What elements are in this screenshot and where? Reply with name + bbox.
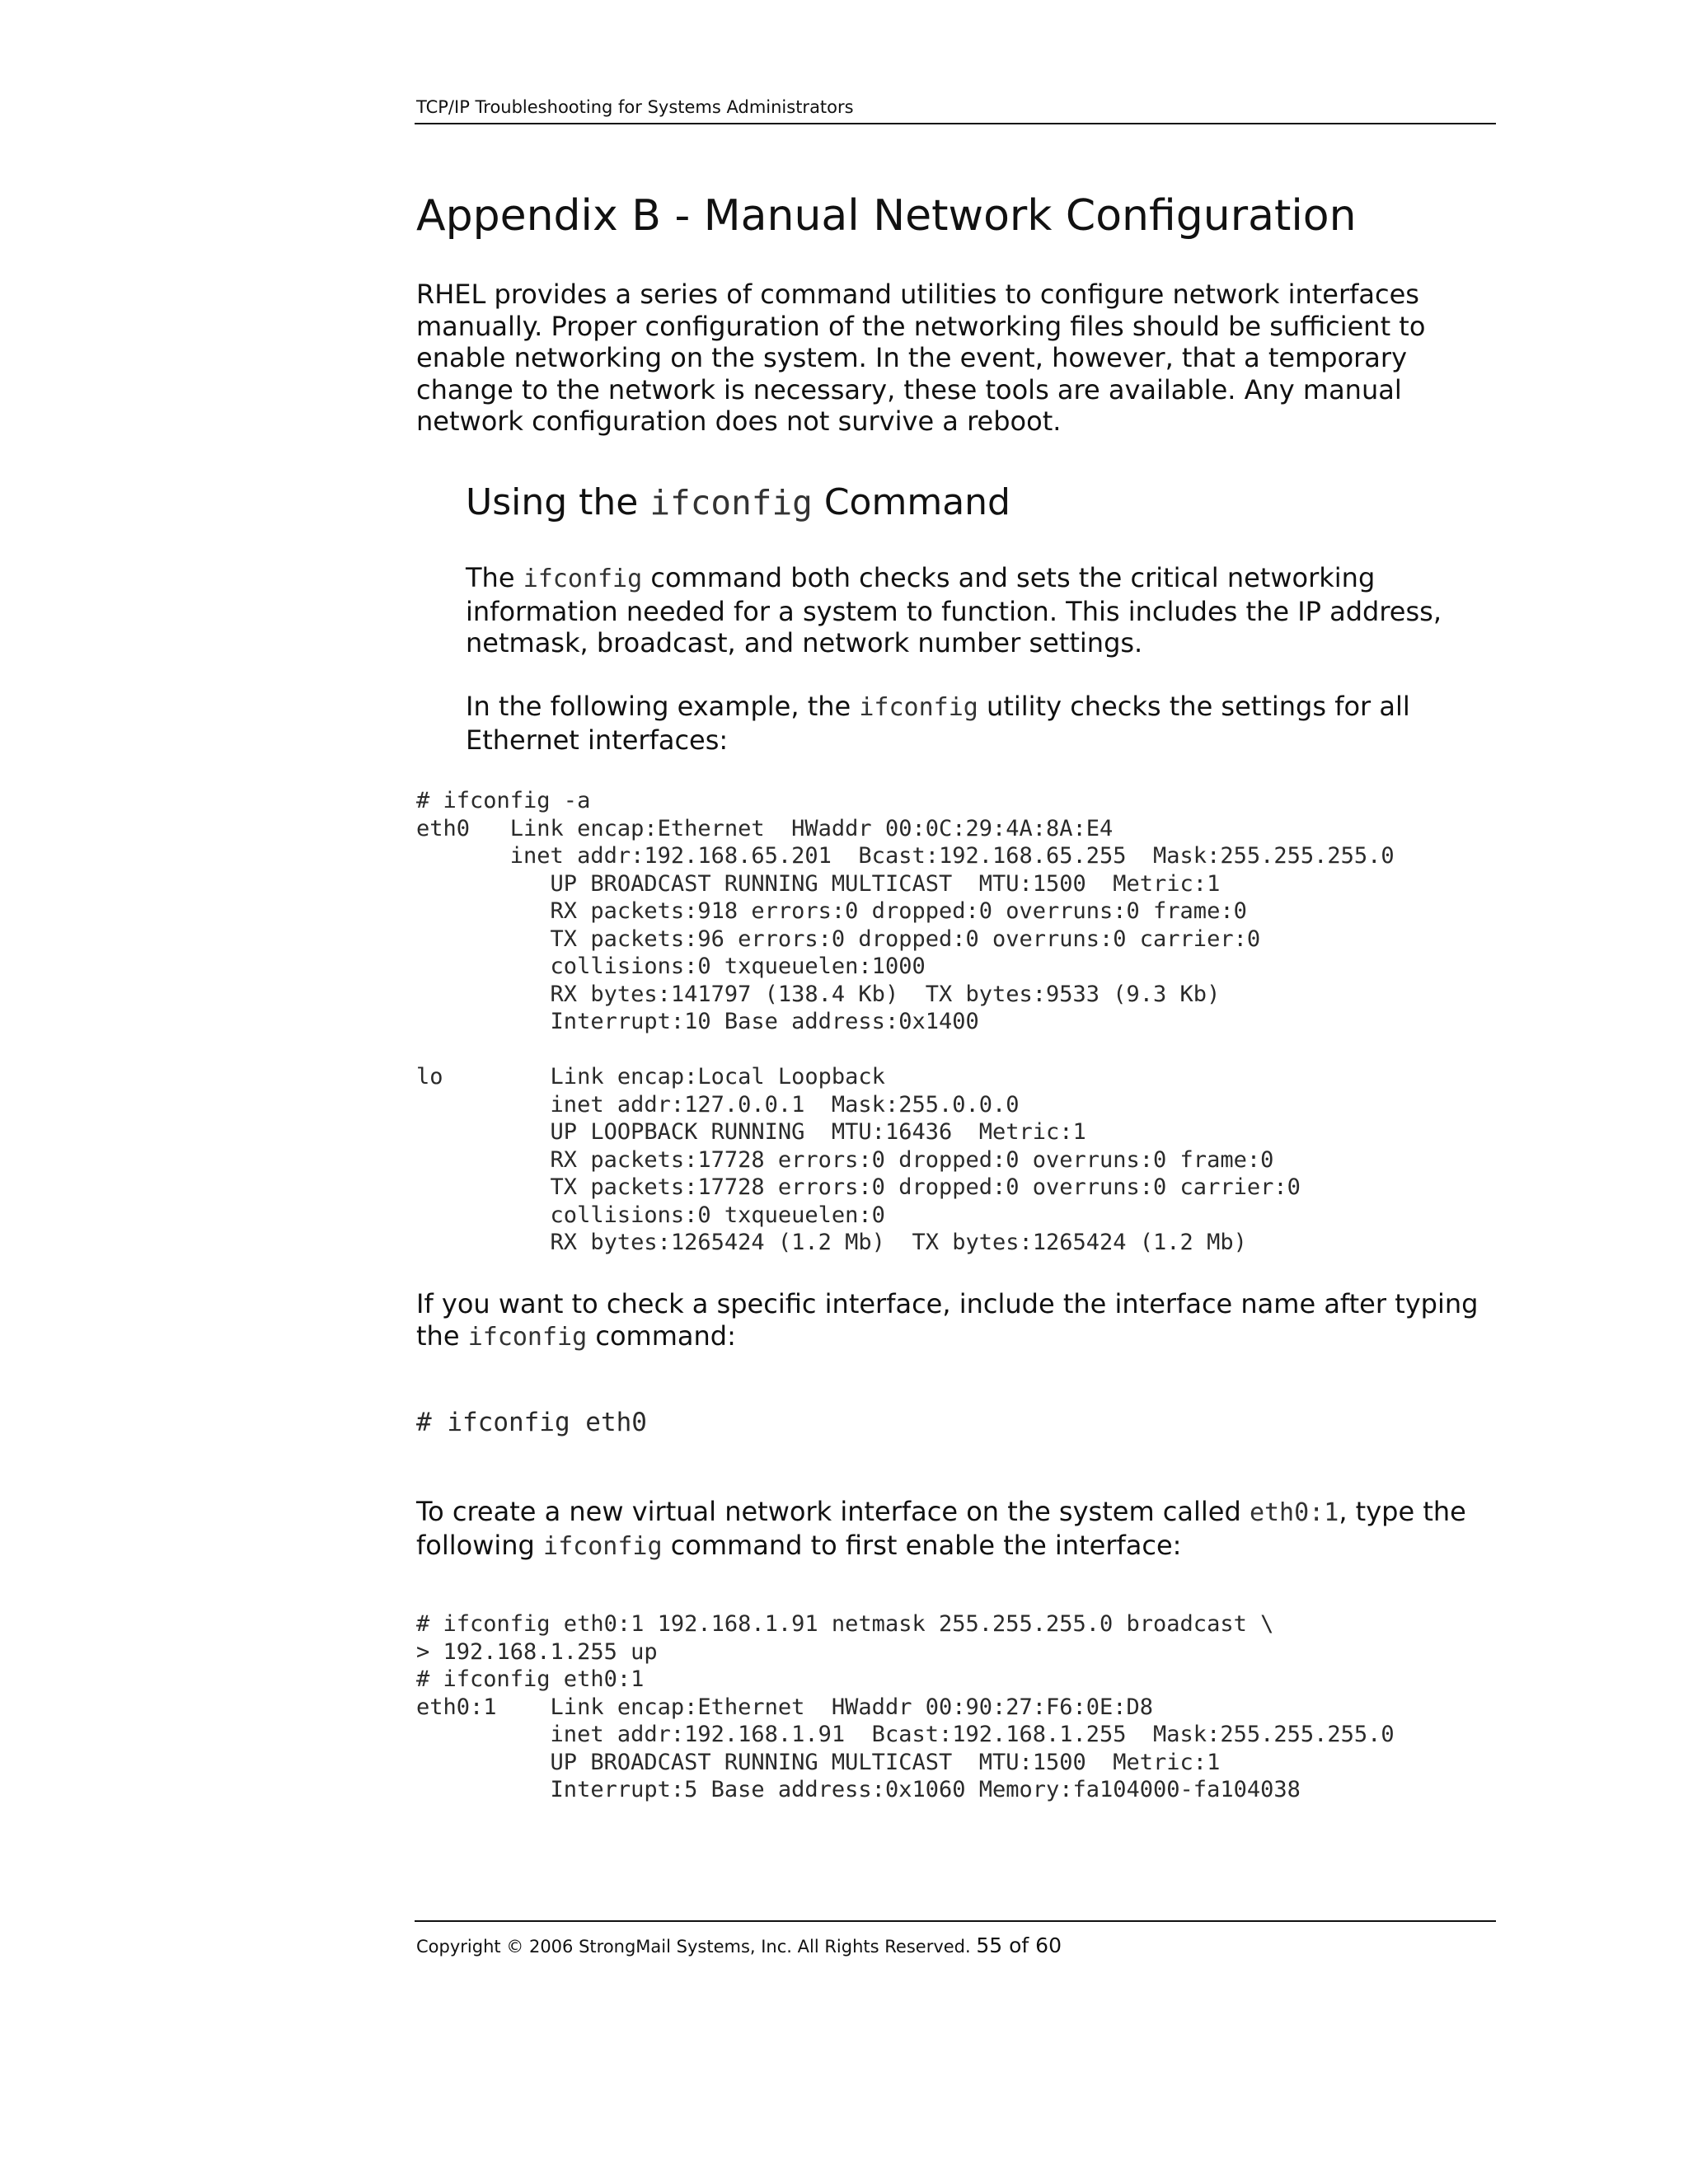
code-block-ifconfig-eth0: # ifconfig eth0 [416, 1408, 647, 1437]
code-line: eth0:1 Link encap:Ethernet HWaddr 00:90:27:F6:0E:D8 [416, 1694, 1154, 1720]
code-line: UP BROADCAST RUNNING MULTICAST MTU:1500 Metric:1 [416, 870, 1221, 897]
virtual-text-before: To create a new virtual network interface on the system called [416, 1496, 1250, 1527]
virtual-text-middle: , type the following [416, 1496, 1466, 1561]
code-line: UP BROADCAST RUNNING MULTICAST MTU:1500 Metric:1 [416, 1749, 1221, 1775]
code-block-ifconfig-all [416, 787, 1395, 1257]
specific-inline-code: ifconfig [467, 1322, 588, 1352]
code-line: collisions:0 txqueuelen:1000 [416, 954, 926, 979]
running-header: TCP/IP Troubleshooting for Systems Administrators [416, 97, 854, 117]
ifconfig-description-paragraph [466, 562, 1504, 659]
code-line: RX packets:17728 errors:0 dropped:0 overruns:0 frame:0 [416, 1146, 1274, 1173]
desc-inline-code: ifconfig [523, 565, 643, 593]
code-line: inet addr:192.168.65.201 Bcast:192.168.65.255 Mask:255.255.255.0 [416, 843, 1395, 869]
specific-interface-paragraph [416, 1288, 1496, 1353]
example-paragraph [466, 691, 1504, 756]
example-text-after: utility checks the settings for all Ethernet interfaces: [466, 691, 1410, 756]
page-title: Appendix B - Manual Network Configuration [416, 191, 1357, 241]
header-rule [415, 123, 1496, 124]
section-heading-code: ifconfig [649, 483, 813, 523]
section-heading-before: Using the [466, 481, 650, 523]
code-line: inet addr:127.0.0.1 Mask:255.0.0.0 [416, 1091, 1020, 1118]
code-line: TX packets:96 errors:0 dropped:0 overruns:0 carrier:0 [416, 926, 1261, 952]
code-line: TX packets:17728 errors:0 dropped:0 overruns:0 carrier:0 [416, 1174, 1301, 1200]
copyright-notice: Copyright © 2006 StrongMail Systems, Inc. All Rights Reserved. [416, 1937, 971, 1957]
code-line: # ifconfig eth0:1 [416, 1666, 645, 1692]
example-inline-code: ifconfig [859, 693, 978, 722]
page-number: 55 of 60 [976, 1933, 1062, 1957]
code-line: eth0 Link encap:Ethernet HWaddr 00:0C:29:4A:8A:E4 [416, 815, 1114, 841]
page-footer [416, 1933, 1062, 1957]
code-line: lo Link encap:Local Loopback [416, 1064, 885, 1090]
code-line: collisions:0 txqueuelen:0 [416, 1202, 885, 1228]
footer-rule [415, 1920, 1496, 1922]
code-line: Interrupt:10 Base address:0x1400 [416, 1009, 979, 1034]
specific-text-after: command: [587, 1319, 736, 1352]
intro-paragraph: RHEL provides a series of command utilities to configure network interfaces manually. Proper configuration of the networking files should be sufficient to enable networking on the system. In the event, however, that a temporary change to the network is necessary, these tools are available. Any manual network configuration does not survive a reboot. [416, 279, 1426, 437]
code-block-virtual-interface [416, 1610, 1395, 1804]
code-line: Interrupt:5 Base address:0x1060 Memory:fa104000-fa104038 [416, 1777, 1301, 1802]
virtual-interface-paragraph [416, 1496, 1496, 1563]
desc-text-before: The [466, 562, 523, 593]
section-heading-after: Command [812, 481, 1010, 523]
code-line: # ifconfig -a [416, 788, 591, 813]
code-line: RX bytes:1265424 (1.2 Mb) TX bytes:1265424 (1.2 Mb) [416, 1230, 1247, 1255]
specific-text-before: If you want to check a specific interface, include the interface name after typing the [416, 1288, 1479, 1352]
virtual-inline-code-interface: eth0:1 [1249, 1498, 1339, 1527]
desc-text-after: command both checks and sets the critical networking information needed for a system to function. This includes the IP address, netmask, broadcast, and network number settings. [466, 562, 1442, 658]
code-line: RX bytes:141797 (138.4 Kb) TX bytes:9533 (9.3 Kb) [416, 981, 1221, 1007]
virtual-text-after: command to first enable the interface: [662, 1529, 1182, 1561]
virtual-inline-code-command: ifconfig [543, 1531, 663, 1561]
code-line: RX packets:918 errors:0 dropped:0 overruns:0 frame:0 [416, 898, 1247, 924]
section-heading [466, 481, 1010, 523]
code-line: > 192.168.1.255 up [416, 1638, 658, 1665]
example-text-before: In the following example, the [466, 691, 860, 722]
code-line: # ifconfig eth0:1 192.168.1.91 netmask 255.255.255.0 broadcast \ [416, 1611, 1274, 1637]
code-line: inet addr:192.168.1.91 Bcast:192.168.1.255 Mask:255.255.255.0 [416, 1722, 1395, 1747]
code-line: UP LOOPBACK RUNNING MTU:16436 Metric:1 [416, 1119, 1086, 1145]
